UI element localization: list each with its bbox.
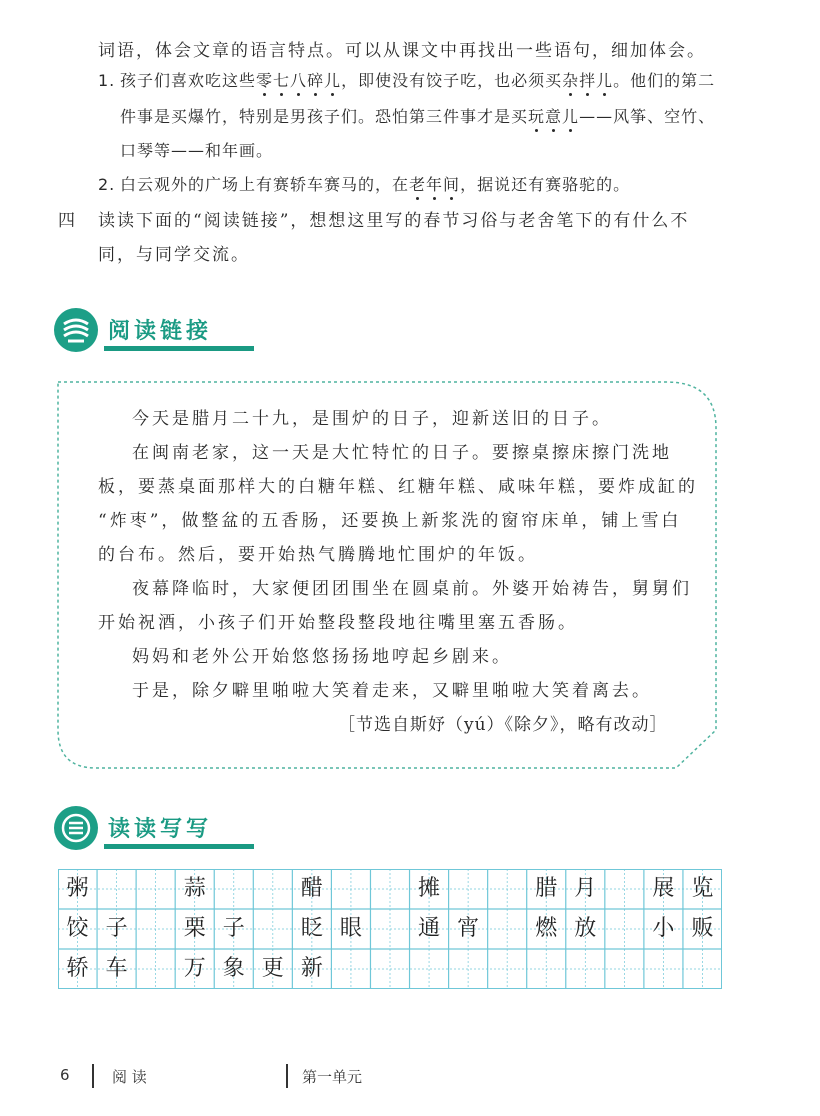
grid-character: 小 [652,916,675,941]
example-1-line-a [98,68,715,91]
book-name: 阅 读 [112,1068,147,1086]
item-number: 1. [98,71,116,90]
text: 词语，体会文章的语言特点。可以从课文中再找出一些语句，细加体会。 [98,41,706,61]
grid-character: 摊 [418,876,441,901]
paragraph-line: 在闽南老家，这一天是大忙特忙的日子。要擦桌擦床擦门洗地 [132,443,672,463]
grid-character: 粥 [66,876,89,901]
task-4-line-a [98,206,689,231]
grid-character: 宵 [457,916,480,941]
grid-character: 贩 [691,916,714,941]
paragraph-line: 于是，除夕噼里啪啦大笑着走来，又噼里啪啦大笑着离去。 [132,681,652,701]
grid-character: 通 [418,916,441,941]
task-4-label [58,206,77,231]
grid-character: 万 [183,956,206,981]
text: 口琴等——和年画。 [120,141,274,160]
title-underline [104,844,254,849]
unit-name: 第一单元 [302,1068,363,1086]
grid-character: 子 [105,916,128,941]
emphasis-char: 七 [273,71,291,90]
paragraph-line: 妈妈和老外公开始悠悠扬扬地哼起乡剧来。 [132,647,512,667]
example-2-line [98,172,630,195]
emphasis-char: 意 [545,107,563,126]
grid-lines [58,869,722,989]
emphasis-char: 老 [409,175,427,194]
grid-character: 象 [222,956,245,981]
emphasis-char: 拌 [579,71,597,90]
source-citation: ［节选自斯妤（yú）《除夕》，略有改动］ [338,715,668,735]
paragraph-line: 夜幕降临时，大家便团团围坐在圆桌前。外婆开始祷告，舅舅们 [132,579,692,599]
text: 读读下面的“阅读链接”，想想这里写的春节习俗与老舍笔下的有什么不 [98,211,690,231]
dotted-word [562,71,613,90]
emphasis-char: 杂 [562,71,580,90]
example-1-line-c [120,138,273,161]
writing-grid [58,869,722,989]
text: 件事是买爆竹，特别是男孩子们。恐怕第三件事才是买 [120,107,529,126]
grid-character: 蒜 [183,876,206,901]
text-line-1 [98,36,706,61]
emphasis-char: 间 [443,175,461,194]
text: ，即使没有饺子吃，也必须买 [341,71,563,90]
emphasis-char: 儿 [596,71,614,90]
grid-character: 醋 [300,876,323,901]
grid-character: 轿 [66,956,89,981]
footer-divider [286,1064,288,1088]
task-4-line-b [98,240,250,265]
reading-box [56,378,718,770]
list-icon-graphic [54,806,98,850]
page-number: 6 [60,1066,70,1084]
section-title: 读读写写 [108,817,213,842]
grid-character: 眼 [339,916,362,941]
grid-character: 饺 [66,916,89,941]
grid-character: 栗 [183,916,206,941]
text: ——风筝、空竹、 [579,107,716,126]
grid-character: 放 [574,916,597,941]
emphasis-char: 零 [256,71,274,90]
grid-character: 更 [261,956,284,981]
dotted-word [528,107,579,126]
grid-character: 览 [691,876,714,901]
emphasis-char: 玩 [528,107,546,126]
text: 同，与同学交流。 [98,245,250,265]
paragraph-line: 的台布。然后，要开始热气腾腾地忙围炉的年饭。 [98,545,538,565]
paragraph-line: 开始祝酒，小孩子们开始整段整段地往嘴里塞五香肠。 [98,613,578,633]
paragraph-line: “炸枣”，做整盆的五香肠，还要换上新浆洗的窗帘床单，铺上雪白 [98,511,682,531]
paragraph-line: 今天是腊月二十九，是围炉的日子，迎新送旧的日子。 [132,409,612,429]
grid-character: 子 [222,916,245,941]
emphasis-char: 儿 [324,71,342,90]
emphasis-char: 碎 [307,71,325,90]
grid-character: 燃 [535,916,558,941]
footer-divider [92,1064,94,1088]
example-1-line-b [120,104,715,127]
grid-character: 展 [652,876,675,901]
text: ，据说还有赛骆驼的。 [460,175,631,194]
task-number: 四 [58,211,77,231]
item-number: 2. [98,175,116,194]
emphasis-char: 八 [290,71,308,90]
dotted-word [256,71,341,90]
grid-character: 新 [300,956,323,981]
title-underline [104,346,254,351]
book-icon [54,308,98,352]
section-title: 阅读链接 [108,319,213,344]
paragraph-line: 板，要蒸桌面那样大的白糖年糕、红糖年糕、咸味年糕，要炸成缸的 [98,477,698,497]
text: 孩子们喜欢吃这些 [120,71,257,90]
grid-character: 车 [105,956,128,981]
emphasis-char: 年 [426,175,444,194]
emphasis-char: 儿 [562,107,580,126]
text: 白云观外的广场上有赛轿车赛马的，在 [120,175,410,194]
grid-character: 腊 [535,876,558,901]
dotted-word [409,175,460,194]
text: 。他们的第二 [613,71,716,90]
grid-character: 眨 [300,916,323,941]
list-icon [54,806,98,850]
grid-character: 月 [574,876,597,901]
book-icon-graphic [54,308,98,352]
